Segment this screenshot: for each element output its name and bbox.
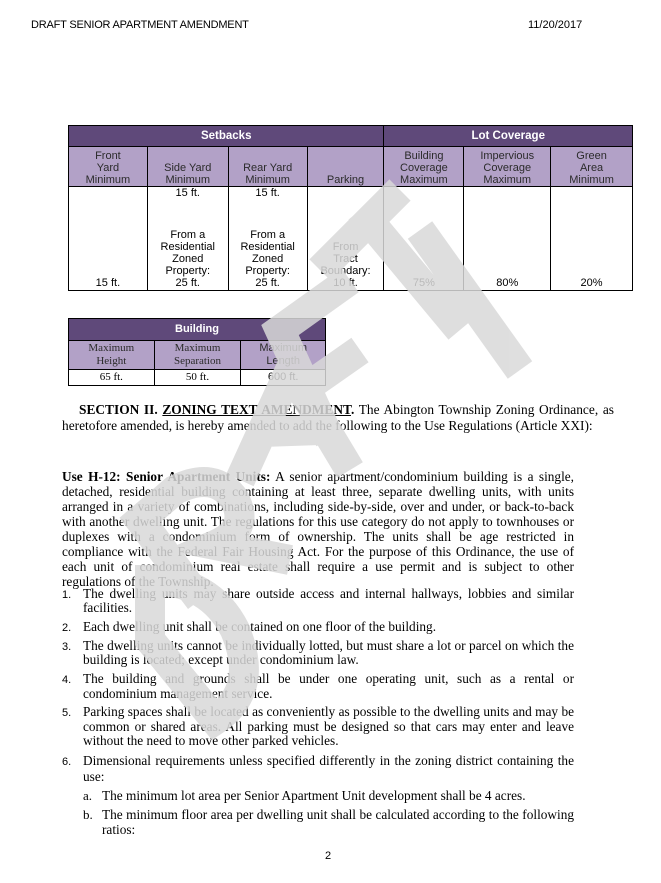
column-header-max-length: Maximum Length bbox=[241, 341, 326, 370]
list-item-number: 5. bbox=[62, 707, 72, 720]
list-item bbox=[62, 705, 574, 748]
list-item-number: 4. bbox=[62, 674, 72, 687]
sublist-item-text: The minimum floor area per dwelling unit shall be calculated according to the following ratios: bbox=[102, 807, 574, 837]
building-group-header: Building bbox=[69, 319, 326, 341]
document-header-date: 11/20/2017 bbox=[528, 19, 583, 31]
list-item bbox=[62, 620, 574, 634]
list-item-text: Parking spaces shall be located as conveniently as possible to the dwelling units and may be common or shared areas. All parking must be designed so that cars may enter and leave without the need to move other parked vehicles. bbox=[83, 704, 574, 749]
column-header-max-height: Maximum Height bbox=[69, 341, 155, 370]
dimensional-sublist bbox=[83, 789, 574, 837]
sublist-item bbox=[83, 789, 574, 803]
requirements-list bbox=[62, 587, 574, 842]
list-item-text: Each dwelling unit shall be contained on one floor of the building. bbox=[83, 619, 437, 635]
use-h12-paragraph bbox=[62, 469, 574, 589]
list-item-number: 6. bbox=[62, 756, 72, 769]
list-item-text: The building and grounds shall be under one operating unit, such as a rental or condominium management service. bbox=[83, 671, 574, 701]
cell-rear-yard: 15 ft. From a Residential Zoned Property: 25 ft. bbox=[228, 187, 307, 291]
list-item-number: 2. bbox=[62, 622, 72, 635]
list-item-number: 1. bbox=[62, 589, 72, 601]
list-item-number: 3. bbox=[62, 641, 72, 653]
section-heading: ZONING TEXT AMENDMENT bbox=[162, 402, 351, 417]
setbacks-group-header: Setbacks bbox=[69, 126, 384, 147]
section-body: The Abington Township Zoning Ordinance, as heretofore amended, is hereby amended to add the following to the Use Regulations (Article XXI): bbox=[62, 402, 614, 433]
document-header-title: DRAFT SENIOR APARTMENT AMENDMENT bbox=[31, 19, 249, 31]
column-header-green-area: Green Area Minimum bbox=[551, 147, 633, 187]
section-ii-paragraph bbox=[62, 402, 614, 433]
column-header-impervious-coverage: Impervious Coverage Maximum bbox=[464, 147, 551, 187]
list-item-text: The dwelling units may share outside access and internal hallways, lobbies and similar facilities. bbox=[83, 586, 574, 616]
use-label: Use H-12: Senior Apartment Units: bbox=[62, 469, 271, 484]
cell-front-yard: 15 ft. bbox=[69, 187, 148, 291]
sublist-item-text: The minimum lot area per Senior Apartment Unit development shall be 4 acres. bbox=[102, 788, 526, 804]
sublist-item-letter: a. bbox=[83, 788, 93, 804]
cell-side-yard: 15 ft. From a Residential Zoned Property: 25 ft. bbox=[147, 187, 228, 291]
setbacks-lot-coverage-table bbox=[68, 125, 633, 291]
column-header-parking: Parking bbox=[307, 147, 384, 187]
list-item bbox=[62, 587, 574, 616]
lot-coverage-group-header: Lot Coverage bbox=[384, 126, 633, 147]
cell-max-separation: 50 ft. bbox=[154, 370, 241, 386]
list-item bbox=[62, 639, 574, 668]
list-item-text: Dimensional requirements unless specified differently in the zoning district containing the use: bbox=[83, 753, 574, 785]
column-header-max-separation: Maximum Separation bbox=[154, 341, 241, 370]
list-item-text: The dwelling units cannot be individually lotted, but must share a lot or parcel on which the building is located; except under condominium law. bbox=[83, 638, 574, 668]
column-header-rear-yard: Rear Yard Minimum bbox=[228, 147, 307, 187]
section-label: SECTION II. bbox=[79, 402, 158, 417]
page-number: 2 bbox=[325, 850, 332, 862]
cell-building-coverage: 75% bbox=[384, 187, 464, 291]
sublist-item-letter: b. bbox=[83, 807, 93, 823]
cell-parking: From Tract Boundary: 10 ft. bbox=[307, 187, 384, 291]
sublist-item bbox=[83, 808, 574, 837]
list-item bbox=[62, 672, 574, 701]
cell-max-length: 600 ft. bbox=[241, 370, 326, 386]
section-period: . bbox=[350, 402, 355, 417]
cell-green-area: 20% bbox=[551, 187, 633, 291]
use-body: A senior apartment/condominium building is a single, detached, residential building containing at least three, separate dwelling units, with units arranged in a variety of combinations, including side-by-side, over and under, or back-to-back with another dwelling unit. The regulations for this use category do not apply to townhouses or duplexes with a condominium form of ownership. The units shall be age restricted in compliance with the Federal Fair Housing Act. For the purpose of this Ordinance, the use of each unit of condominium real estate shall require a use permit and is subject to other regulations of the Township. bbox=[62, 469, 574, 589]
cell-impervious-coverage: 80% bbox=[464, 187, 551, 291]
list-item bbox=[62, 753, 574, 837]
column-header-front-yard: Front Yard Minimum bbox=[69, 147, 148, 187]
building-table bbox=[68, 318, 326, 386]
column-header-side-yard: Side Yard Minimum bbox=[147, 147, 228, 187]
column-header-building-coverage: Building Coverage Maximum bbox=[384, 147, 464, 187]
cell-max-height: 65 ft. bbox=[69, 370, 155, 386]
